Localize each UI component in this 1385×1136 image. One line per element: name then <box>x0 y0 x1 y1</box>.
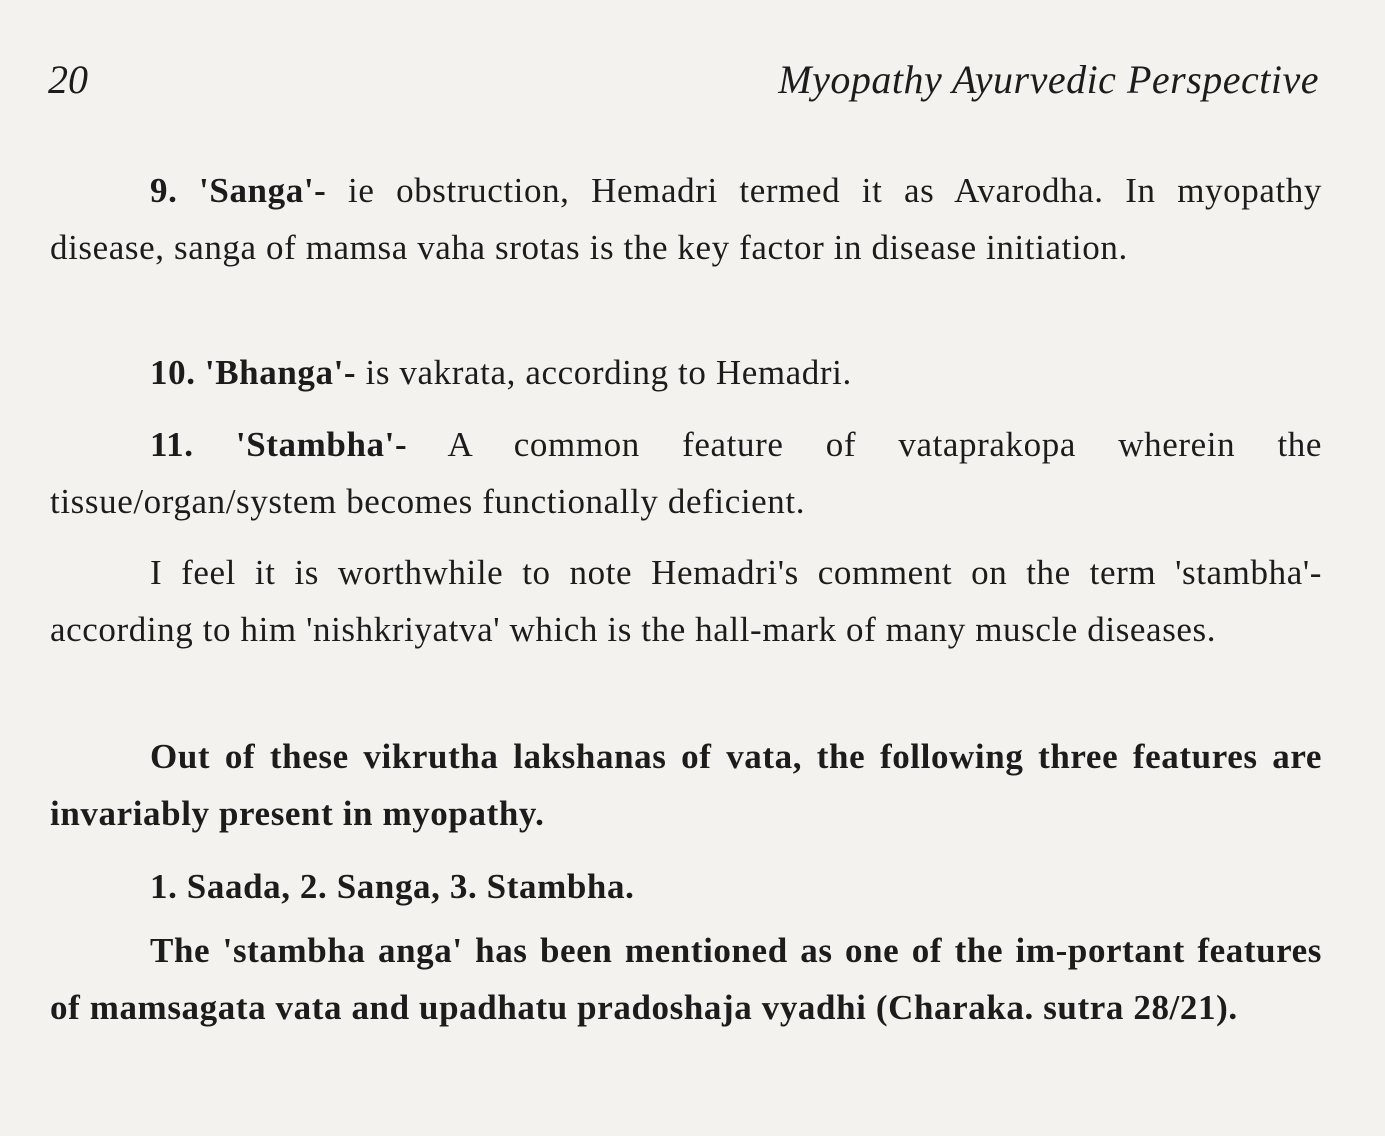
paragraph-text: Out of these vikrutha lakshanas of vata, the following three features are invariably present in myopathy. <box>50 737 1322 833</box>
features-list: 1. Saada, 2. Sanga, 3. Stambha. <box>150 867 635 906</box>
paragraph-sanga <box>50 162 1322 276</box>
page-number: 20 <box>48 57 88 102</box>
paragraph-text: I feel it is worthwhile to note Hemadri's comment on the term 'stambha'- according to him 'nishkriyatva' which is the hall-mark of many muscle diseases. <box>50 553 1322 649</box>
running-title: Myopathy Ayurvedic Perspective <box>778 57 1319 102</box>
paragraph-features-list <box>50 858 1322 915</box>
paragraph-text: is vakrata, according to Hemadri. <box>356 353 852 392</box>
paragraph-text: A common feature of vataprakopa wherein the tissue/organ/system becomes functionally deficient. <box>50 425 1322 521</box>
paragraph-vikrutha-lakshanas <box>50 728 1322 842</box>
paragraph-bhanga <box>50 344 1322 401</box>
paragraph-text: The 'stambha anga' has been mentioned as one of the im-portant features of mamsagata vata and upadhatu pradoshaja vyadhi (Charaka. sutra 28/21). <box>50 931 1322 1027</box>
paragraph-hemadri-comment <box>50 544 1322 658</box>
paragraph-text: ie obstruction, Hemadri termed it as Avarodha. In myopathy disease, sanga of mamsa vaha srotas is the key factor in disease initiation. <box>50 171 1322 267</box>
term-stambha: 11. 'Stambha'- <box>150 425 408 464</box>
page-header <box>48 56 1319 106</box>
term-bhanga: 10. 'Bhanga'- <box>150 353 357 392</box>
paragraph-stambha <box>50 416 1322 530</box>
term-sanga: 9. 'Sanga'- <box>150 171 327 210</box>
paragraph-stambha-anga <box>50 922 1322 1036</box>
